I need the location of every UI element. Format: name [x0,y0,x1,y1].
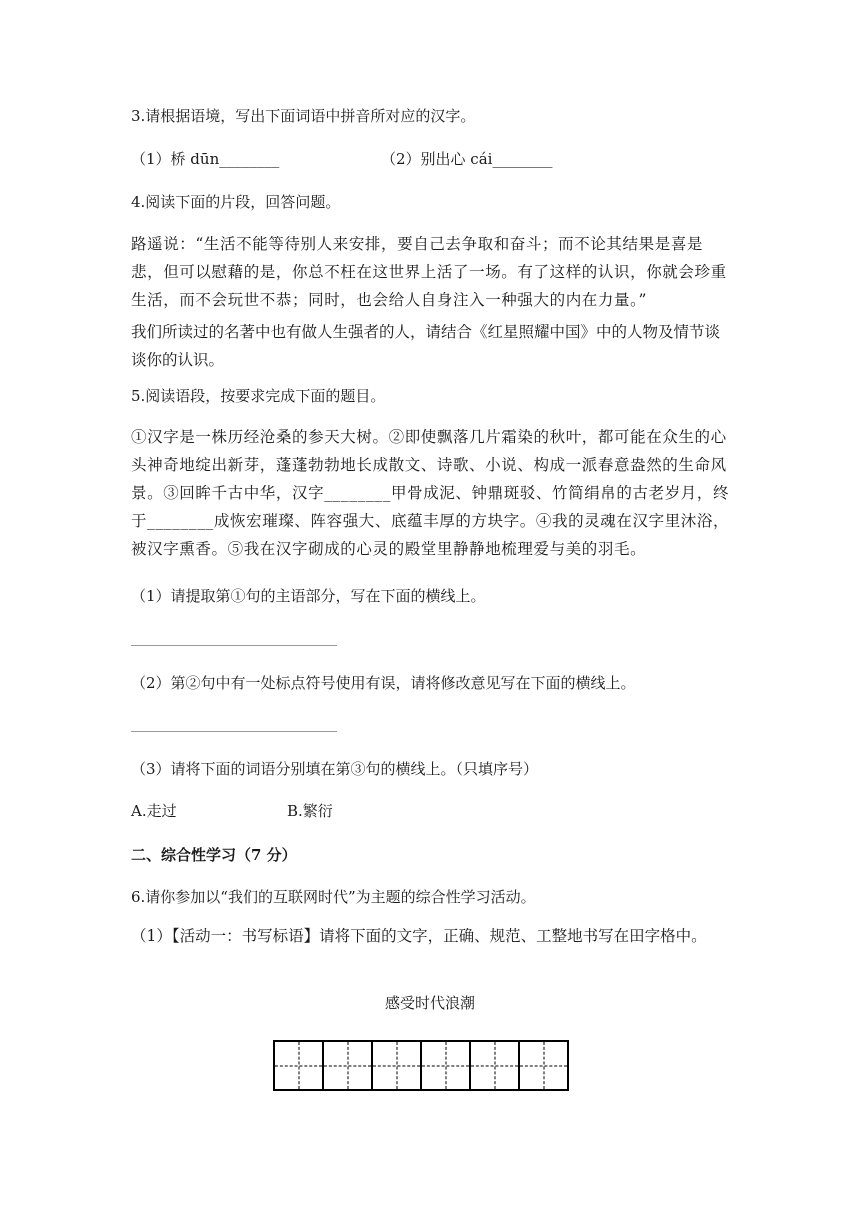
q5-sub2: （2）第②句中有一处标点符号使用有误，请将修改意见写在下面的横线上。 [131,674,636,692]
q5-sub1: （1）请提取第①句的主语部分，写在下面的横线上。 [131,587,486,605]
tianzi-cell[interactable] [469,1040,520,1091]
q3-item-1: （1）桥 dūn________ [131,150,280,168]
q6-activity1: （1）【活动一：书写标语】请将下面的文字，正确、规范、工整地书写在田字格中。 [131,927,707,945]
tianzi-cell[interactable] [273,1040,324,1091]
q4-prompt: 4.阅读下面的片段，回答问题。 [131,193,341,211]
q4-quote: 路遥说：“生活不能等待别人来安排，要自己去争取和奋斗；而不论其结果是喜是悲，但可以慰藉的是，你总不枉在这世界上活了一场。有了这样的认识，你就会珍重生活，而不会玩世不恭；同时，也会给人自身注入一种强大的内在力量。” [131,235,727,309]
tianzi-cell[interactable] [420,1040,471,1091]
tianzi-cell[interactable] [322,1040,373,1091]
slogan-text: 感受时代浪潮 [384,994,475,1012]
q5-prompt: 5.阅读语段，按要求完成下面的题目。 [131,387,386,405]
q6-prompt: 6.请你参加以“我们的互联网时代”为主题的综合性学习活动。 [131,888,536,906]
answer-line-1 [131,645,337,646]
tianzi-cell[interactable] [518,1040,569,1091]
q5-passage: ①汉字是一株历经沧桑的参天大树。②即使飘落几片霜染的秋叶，都可能在众生的心头神奇地绽出新芽，蓬蓬勃勃地长成散文、诗歌、小说、构成一派春意盎然的生命风景。③回眸千古中华，汉字________甲骨成泥、钟鼎斑驳、竹简绢帛的古老岁月，终于________成恢宏璀璨、阵容强大、底蕴丰厚的方块字。④我的灵魂在汉字里沐浴，被汉字熏香。⑤我在汉字砌成的心灵的殿堂里静静地梳理爱与美的羽毛。 [131,428,730,558]
answer-line-2 [131,731,337,732]
q5-sub3: （3）请将下面的词语分别填在第③句的横线上。（只填序号） [131,760,539,778]
option-a: A.走过 [131,802,177,820]
section-heading: 二、综合性学习（7 分） [131,846,297,864]
tianzi-cell[interactable] [371,1040,422,1091]
q3-prompt: 3.请根据语境，写出下面词语中拼音所对应的汉字。 [131,107,476,125]
q4-question: 我们所读过的名著中也有做人生强者的人，请结合《红星照耀中国》中的人物及情节谈谈你的认识。 [131,323,721,369]
tianzi-grid [273,1040,567,1091]
option-b: B.繁衍 [287,802,333,820]
q3-item-2: （2）别出心 cái________ [381,150,553,168]
